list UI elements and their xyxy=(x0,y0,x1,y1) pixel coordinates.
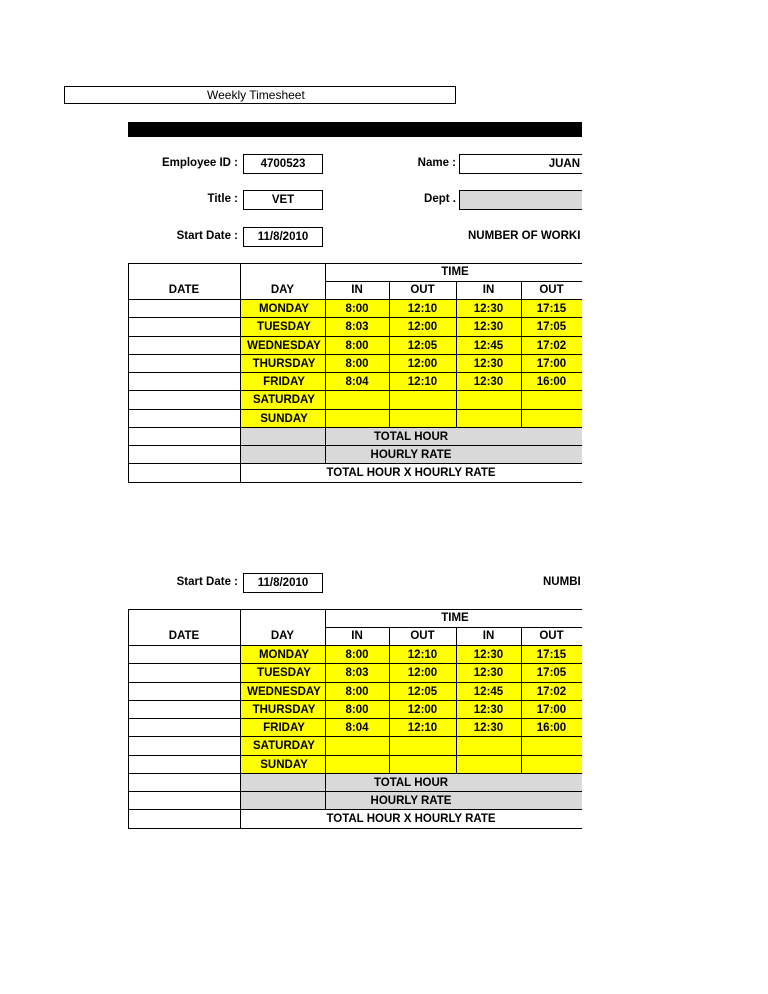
in-time-cell[interactable]: 8:00 xyxy=(345,703,369,716)
grid-line xyxy=(521,281,522,428)
out-time-cell[interactable]: 17:05 xyxy=(536,667,567,680)
title-field[interactable]: VET xyxy=(243,190,323,210)
out-header: OUT xyxy=(539,284,564,296)
grid-line xyxy=(128,336,582,337)
grid-line xyxy=(389,627,390,774)
day-cell: FRIDAY xyxy=(263,376,305,388)
time-header: TIME xyxy=(441,266,469,278)
in-time-cell[interactable]: 12:30 xyxy=(473,357,504,370)
out-time-cell[interactable]: 17:00 xyxy=(536,703,567,716)
out-time-cell[interactable]: 17:15 xyxy=(536,649,567,661)
out-header: OUT xyxy=(539,630,564,642)
day-cell: THURSDAY xyxy=(252,357,316,370)
in-time-cell[interactable]: 12:30 xyxy=(473,703,504,716)
grid-line xyxy=(325,263,326,281)
out-time-cell[interactable]: 12:10 xyxy=(407,649,438,661)
in-header: IN xyxy=(482,284,495,296)
grid-line xyxy=(325,281,326,464)
grid-line xyxy=(456,627,457,774)
in-time-cell[interactable]: 8:00 xyxy=(345,303,369,315)
grid-line xyxy=(240,609,241,829)
working-days-label: NUMBER OF WORKI xyxy=(468,230,581,242)
in-time-cell[interactable]: 8:00 xyxy=(345,685,369,698)
out-header: OUT xyxy=(410,630,435,642)
in-header: IN xyxy=(351,284,363,296)
employee-id-label: Employee ID : xyxy=(161,157,238,169)
in-time-cell[interactable]: 8:03 xyxy=(345,667,369,680)
date-header: DATE xyxy=(168,284,200,296)
header-bar xyxy=(128,122,582,137)
out-time-cell[interactable]: 12:10 xyxy=(407,376,438,388)
grid-line xyxy=(128,390,582,391)
in-time-cell[interactable]: 8:00 xyxy=(345,357,369,370)
out-time-cell[interactable]: 12:00 xyxy=(407,321,438,334)
in-time-cell[interactable]: 12:30 xyxy=(473,303,504,315)
start-date-field-2[interactable]: 11/8/2010 xyxy=(243,573,323,593)
day-cell: WEDNESDAY xyxy=(247,339,321,352)
dept-label: Dept . xyxy=(424,193,456,205)
in-time-cell[interactable]: 8:00 xyxy=(345,339,369,352)
in-time-cell[interactable]: 8:00 xyxy=(345,649,369,661)
day-cell: SUNDAY xyxy=(260,412,308,425)
in-time-cell[interactable]: 12:30 xyxy=(473,667,504,680)
day-cell: TUESDAY xyxy=(257,321,311,334)
timesheet-title-box xyxy=(64,86,456,104)
out-time-cell[interactable]: 17:00 xyxy=(536,357,567,370)
in-time-cell[interactable]: 12:30 xyxy=(473,321,504,334)
in-time-cell[interactable]: 12:45 xyxy=(473,685,504,698)
day-cell: SATURDAY xyxy=(253,394,315,407)
grid-line xyxy=(128,427,582,428)
total-hour-label: TOTAL HOUR xyxy=(373,430,449,443)
grid-line xyxy=(128,317,582,318)
grid-line xyxy=(240,263,241,483)
day-cell: SATURDAY xyxy=(253,740,315,753)
out-time-cell[interactable]: 17:02 xyxy=(536,685,567,698)
out-time-cell[interactable]: 12:10 xyxy=(407,722,438,734)
grid-line xyxy=(128,354,582,355)
grid-line xyxy=(128,445,582,446)
grid-line xyxy=(325,627,326,810)
out-time-cell[interactable]: 17:05 xyxy=(536,321,567,334)
day-cell: SUNDAY xyxy=(260,758,308,771)
dept-field[interactable] xyxy=(459,190,582,210)
start-date-label-2: Start Date : xyxy=(176,576,238,588)
grid-line xyxy=(128,736,582,737)
out-time-cell[interactable]: 17:15 xyxy=(536,303,567,315)
out-time-cell[interactable]: 12:05 xyxy=(407,339,438,352)
grid-line xyxy=(128,809,582,810)
out-time-cell[interactable]: 16:00 xyxy=(536,722,567,734)
total-x-rate-label: TOTAL HOUR X HOURLY RATE xyxy=(326,813,496,826)
hourly-rate-label: HOURLY RATE xyxy=(370,449,452,461)
grid-line xyxy=(128,409,582,410)
out-time-cell[interactable]: 12:05 xyxy=(407,685,438,698)
table-bottom-border xyxy=(128,828,582,829)
timesheet-title: Weekly Timesheet xyxy=(207,88,305,102)
day-cell: THURSDAY xyxy=(252,703,316,716)
grid-line xyxy=(128,718,582,719)
grid-line xyxy=(128,645,582,646)
grid-line xyxy=(128,299,582,300)
grid-line xyxy=(128,463,582,464)
table-top-border xyxy=(128,263,582,264)
time-underline xyxy=(325,281,582,282)
out-header: OUT xyxy=(410,284,435,296)
in-time-cell[interactable]: 12:30 xyxy=(473,649,504,661)
name-label: Name : xyxy=(417,157,456,169)
table-left-border xyxy=(128,609,129,829)
time-underline xyxy=(325,627,582,628)
time-header: TIME xyxy=(441,612,469,624)
start-date-label: Start Date : xyxy=(176,230,238,242)
grid-line xyxy=(128,700,582,701)
working-days-label-2: NUMBI xyxy=(543,576,581,588)
in-header: IN xyxy=(351,630,363,642)
in-time-cell[interactable]: 12:45 xyxy=(473,339,504,352)
grid-line xyxy=(128,773,582,774)
in-time-cell[interactable]: 12:30 xyxy=(473,376,504,388)
grid-line xyxy=(128,791,582,792)
out-time-cell[interactable]: 17:02 xyxy=(536,339,567,352)
grid-line xyxy=(128,755,582,756)
grid-line xyxy=(128,372,582,373)
day-cell: FRIDAY xyxy=(263,722,305,734)
out-time-cell[interactable]: 16:00 xyxy=(536,376,567,388)
day-cell: MONDAY xyxy=(258,303,310,315)
grid-line xyxy=(325,609,326,627)
grid-line xyxy=(456,281,457,428)
out-time-cell[interactable]: 12:00 xyxy=(407,667,438,680)
in-time-cell[interactable]: 12:30 xyxy=(473,722,504,734)
day-cell: MONDAY xyxy=(258,649,310,661)
start-date-field[interactable]: 11/8/2010 xyxy=(243,227,323,247)
name-field[interactable]: JUAN xyxy=(459,154,582,174)
total-x-rate-label: TOTAL HOUR X HOURLY RATE xyxy=(326,467,496,480)
table-left-border xyxy=(128,263,129,483)
out-time-cell[interactable]: 12:10 xyxy=(407,303,438,315)
out-time-cell[interactable]: 12:00 xyxy=(407,357,438,370)
day-header: DAY xyxy=(270,630,295,642)
hourly-rate-label: HOURLY RATE xyxy=(370,795,452,807)
table-top-border xyxy=(128,609,582,610)
in-header: IN xyxy=(482,630,495,642)
grid-line xyxy=(128,682,582,683)
table-bottom-border xyxy=(128,482,582,483)
total-hour-label: TOTAL HOUR xyxy=(373,776,449,789)
grid-line xyxy=(128,663,582,664)
date-header: DATE xyxy=(168,630,200,642)
in-time-cell[interactable]: 8:04 xyxy=(345,722,369,734)
grid-line xyxy=(521,627,522,774)
title-label: Title : xyxy=(207,193,238,205)
day-cell: TUESDAY xyxy=(257,667,311,680)
day-header: DAY xyxy=(270,284,295,296)
day-cell: WEDNESDAY xyxy=(247,685,321,698)
grid-line xyxy=(389,281,390,428)
timesheet-table-2 xyxy=(128,609,582,831)
timesheet-table-1 xyxy=(128,263,582,485)
in-time-cell[interactable]: 8:03 xyxy=(345,321,369,334)
out-time-cell[interactable]: 12:00 xyxy=(407,703,438,716)
employee-id-field[interactable]: 4700523 xyxy=(243,154,323,174)
in-time-cell[interactable]: 8:04 xyxy=(345,376,369,388)
